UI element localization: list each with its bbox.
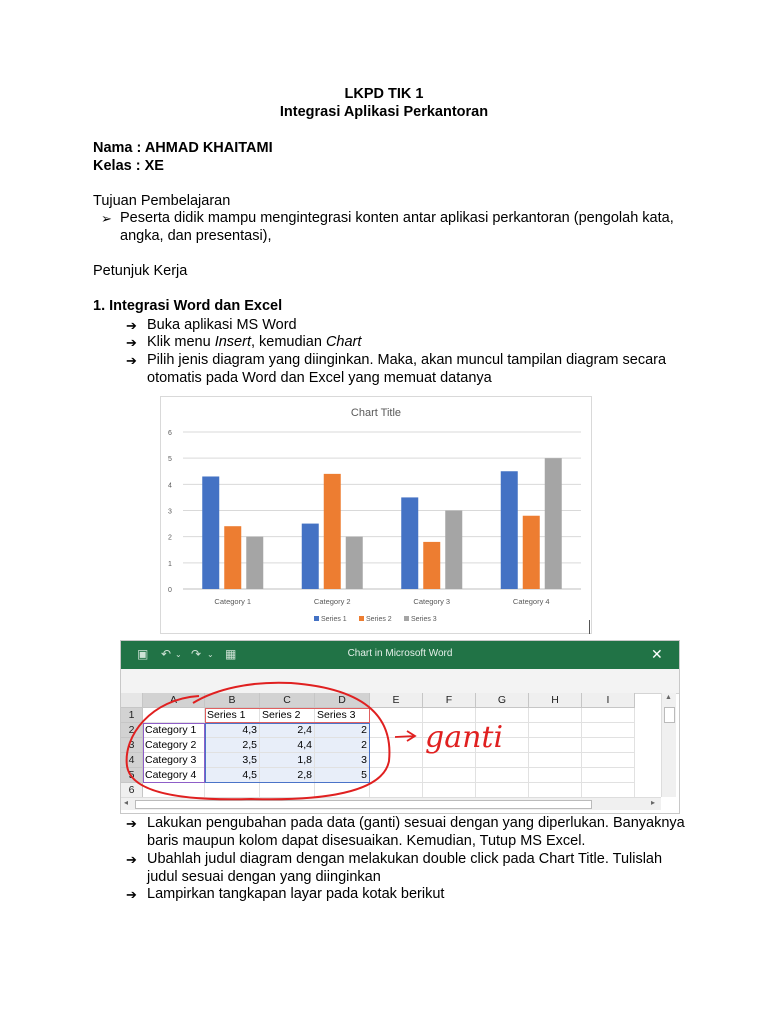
step-3-line2: otomatis pada Word dan Excel yang memuat datanya <box>147 370 492 386</box>
x-tick-label: Category 2 <box>313 597 351 606</box>
step-2 <box>147 334 361 351</box>
step-3-line1: Pilih jenis diagram yang diinginkan. Maka, akan muncul tampilan diagram secara <box>147 352 667 368</box>
cell[interactable]: 3,5 <box>205 753 260 768</box>
ganti-annotation <box>121 641 679 813</box>
close-icon[interactable]: ✕ <box>651 646 663 662</box>
cell[interactable]: 2,8 <box>260 768 315 783</box>
y-tick-label: 0 <box>168 587 172 594</box>
cell[interactable]: Category 1 <box>143 723 205 738</box>
legend-swatch <box>359 616 364 621</box>
step-2-chart: Chart <box>325 334 362 350</box>
legend-label: Series 2 <box>366 616 392 623</box>
cell[interactable]: 5 <box>315 768 370 783</box>
row-header[interactable]: 3 <box>121 738 143 753</box>
bar-series-2-1 <box>224 526 241 589</box>
step-arrow-icon: ➔ <box>126 816 137 831</box>
step-2-insert: Insert <box>214 334 251 350</box>
step-6: Lampirkan tangkapan layar pada kotak berikut <box>147 886 445 902</box>
excel-edit-icon[interactable]: ▦ <box>225 647 237 661</box>
cell[interactable]: 4,5 <box>205 768 260 783</box>
cell[interactable]: Category 2 <box>143 738 205 753</box>
bar-series-1-2 <box>302 524 319 589</box>
text-cursor <box>589 620 590 634</box>
y-tick-label: 1 <box>168 560 172 568</box>
row-header[interactable]: 5 <box>121 768 143 783</box>
step-arrow-icon: ➔ <box>126 335 137 350</box>
step-5-line2: judul sesuai dengan yang diinginkan <box>147 869 381 885</box>
x-tick-label: Category 1 <box>214 597 252 606</box>
step-4-line2: baris maupun kolom dapat disesuaikan. Kemudian, Tutup MS Excel. <box>147 833 586 849</box>
y-tick-label: 3 <box>168 508 172 516</box>
cell[interactable]: 2 <box>315 723 370 738</box>
excel-window-title: Chart in Microsoft Word <box>347 648 453 659</box>
bar-series-3-4 <box>545 458 562 589</box>
goal-text-line2: angka, dan presentasi), <box>120 228 272 244</box>
y-tick-label: 6 <box>168 430 172 437</box>
column-header[interactable]: C <box>260 693 315 708</box>
cell[interactable]: 4,4 <box>260 738 315 753</box>
legend-swatch <box>314 616 319 621</box>
column-header[interactable]: A <box>143 693 205 708</box>
column-header[interactable]: D <box>315 693 370 708</box>
redo-icon[interactable]: ↷ <box>191 647 202 661</box>
x-tick-label: Category 4 <box>512 597 550 606</box>
ganti-text: ganti <box>425 720 504 755</box>
bar-chart <box>161 397 591 633</box>
work-heading: Petunjuk Kerja <box>93 263 188 279</box>
cell[interactable]: Category 3 <box>143 753 205 768</box>
column-header[interactable]: H <box>529 693 582 708</box>
step-arrow-icon: ➔ <box>126 887 137 902</box>
y-tick-label: 2 <box>168 534 172 542</box>
column-header[interactable]: E <box>370 693 423 708</box>
undo-dropdown-icon[interactable]: ⌄ <box>175 650 182 659</box>
column-header[interactable]: I <box>582 693 635 708</box>
row-header[interactable]: 1 <box>121 708 143 723</box>
step-arrow-icon: ➔ <box>126 852 137 867</box>
save-icon[interactable]: ▣ <box>137 647 149 661</box>
bar-series-3-1 <box>246 537 263 589</box>
doc-subtitle: Integrasi Aplikasi Perkantoran <box>279 104 489 120</box>
goal-heading: Tujuan Pembelajaran <box>93 193 231 209</box>
cell[interactable]: 4,3 <box>205 723 260 738</box>
doc-title: LKPD TIK 1 <box>344 86 424 102</box>
chart-title: Chart Title <box>350 407 402 419</box>
legend-label: Series 3 <box>411 616 437 623</box>
red-circle-annotation <box>127 683 390 800</box>
section-heading: 1. Integrasi Word dan Excel <box>93 298 283 314</box>
bar-series-1-1 <box>202 476 219 589</box>
scroll-up-icon[interactable]: ▲ <box>665 694 672 701</box>
student-name: Nama : AHMAD KHAITAMI <box>93 140 273 156</box>
cell[interactable]: Series 2 <box>260 708 315 723</box>
step-arrow-icon: ➔ <box>126 353 137 368</box>
row-header[interactable]: 2 <box>121 723 143 738</box>
cell[interactable]: 1,8 <box>260 753 315 768</box>
cell[interactable]: 3 <box>315 753 370 768</box>
step-arrow-icon: ➔ <box>126 318 137 333</box>
y-tick-label: 4 <box>168 482 172 490</box>
legend-label: Series 1 <box>321 616 347 623</box>
bar-series-3-2 <box>346 537 363 589</box>
step-4-line1: Lakukan pengubahan pada data (ganti) sesuai dengan yang diperlukan. Banyaknya <box>147 815 685 831</box>
x-tick-label: Category 3 <box>413 597 451 606</box>
scroll-left-icon[interactable]: ◂ <box>124 798 129 807</box>
bar-series-2-2 <box>324 474 341 589</box>
column-header[interactable]: F <box>423 693 476 708</box>
goal-bullet-icon: ➢ <box>101 211 112 226</box>
step-1: Buka aplikasi MS Word <box>147 317 297 333</box>
scroll-right-icon[interactable]: ▸ <box>651 798 656 807</box>
chart-image <box>160 396 592 634</box>
undo-icon[interactable]: ↶ <box>161 647 172 661</box>
goal-text-line1: Peserta didik mampu mengintegrasi konten antar aplikasi perkantoran (pengolah kata, <box>120 210 674 226</box>
step-2-c: , kemudian <box>250 334 326 350</box>
student-class: Kelas : XE <box>93 158 164 174</box>
cell[interactable]: 2 <box>315 738 370 753</box>
row-header[interactable]: 4 <box>121 753 143 768</box>
step-2-a: Klik menu <box>147 334 215 350</box>
cell[interactable]: Series 1 <box>205 708 260 723</box>
column-header[interactable]: B <box>205 693 260 708</box>
excel-window <box>120 640 680 814</box>
bar-series-1-3 <box>401 497 418 589</box>
redo-dropdown-icon[interactable]: ⌄ <box>207 650 214 659</box>
cell[interactable]: Series 3 <box>315 708 370 723</box>
column-header[interactable]: G <box>476 693 529 708</box>
bar-series-2-3 <box>423 542 440 589</box>
y-tick-label: 5 <box>168 456 172 464</box>
cell[interactable]: Category 4 <box>143 768 205 783</box>
red-arrow-annotation <box>395 731 415 741</box>
bar-series-3-3 <box>445 511 462 590</box>
bar-series-2-4 <box>523 516 540 589</box>
bar-series-1-4 <box>501 471 518 589</box>
row-header[interactable]: 6 <box>121 783 143 798</box>
legend-swatch <box>404 616 409 621</box>
step-5-line1: Ubahlah judul diagram dengan melakukan double click pada Chart Title. Tulislah <box>147 851 663 867</box>
cell[interactable]: 2,4 <box>260 723 315 738</box>
cell[interactable]: 2,5 <box>205 738 260 753</box>
